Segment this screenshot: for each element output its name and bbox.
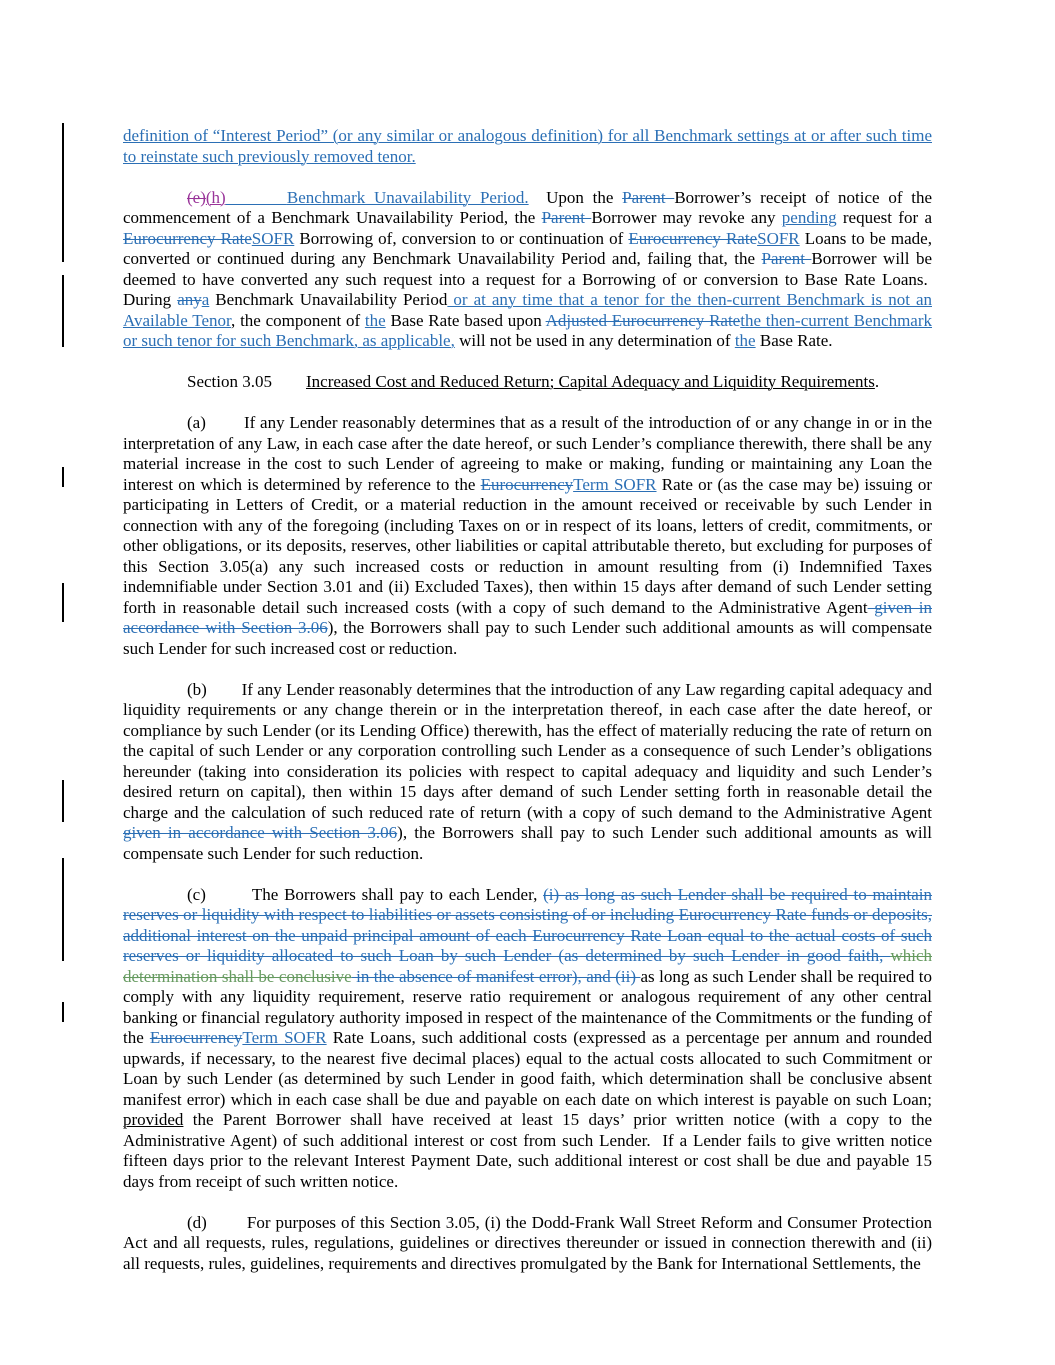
text-run-ins: SOFR: [251, 228, 295, 248]
text-run-ins: definition of “Interest Period” (or any similar or analogous definition) for all Benchmark settings at or after such time to reinstate such previously removed tenor.: [123, 126, 932, 166]
text-run-del: Eurocurrency Rate: [628, 228, 758, 248]
text-run: Borrowing of, conversion to or continuation of: [294, 228, 629, 248]
paragraph-c: [123, 885, 932, 1193]
section-3-05-heading: [123, 372, 932, 393]
text-run: the Parent Borrower shall have received at least 15 days’ prior written notice (with a copy to the Administrative Agent) of such additional interest or cost from such Lender. If a Lender fails to give written notice fifteen days prior to the relevant Interest Payment Date, such additional interest or cost shall be due and payable 15 days from receipt of such written notice.: [123, 1110, 932, 1191]
text-run-ins: the then-current Benchmark or such tenor for such Benchmark, as applicable,: [123, 310, 933, 350]
text-run: Upon the: [528, 187, 623, 207]
text-run: (b): [187, 679, 207, 699]
paragraph-b: [123, 680, 932, 865]
text-run: [206, 885, 252, 904]
text-run-ins: Term SOFR: [242, 1028, 327, 1047]
text-run: Rate Loans, such additional costs (expressed as a percentage per annum and rounded upwards, if necessary, to the nearest five decimal places) equal to the actual costs allocated to such Commitment or Loan by such Lender (as determined by such Lender in good faith, which determination shall be conclusive absent manifest error) which in each case shall be due and payable on each date on which interest is payable on such Loan;: [123, 1028, 932, 1109]
text-run-del: Eurocurrency: [480, 474, 574, 494]
text-run-del: Adjusted Eurocurrency Rate: [545, 310, 741, 330]
text-run: request for a: [836, 208, 932, 227]
text-run-ins: Benchmark Unavailability Period.: [286, 187, 529, 207]
text-run-u: Increased Cost and Reduced Return; Capital Adequacy and Liquidity Requirements: [306, 372, 875, 391]
text-run-del: given in accordance with Section 3.06: [123, 823, 398, 842]
text-run-del: Eurocurrency Rate: [123, 228, 252, 248]
text-run-del-green: which determination shall be conclusive: [123, 946, 932, 986]
text-run-ins-purple: (h): [205, 187, 226, 207]
paragraph-continuation: [123, 126, 932, 167]
text-run: For purposes of this Section 3.05, (i) the Dodd-Frank Wall Street Reform and Consumer Protection Act and all requests, rules, regulations, guidelines or directives thereunder or issued in connection therewith and (ii) all requests, rules, guidelines, requirements and directives promulgated by the Bank for International Settlements, the: [123, 1212, 932, 1273]
document-content: [123, 126, 932, 1295]
text-run-del: Parent: [622, 187, 675, 207]
change-bar: [62, 275, 64, 347]
text-run-del: (i) as long as such Lender shall be required to maintain reserves or liquidity with respect to liabilities or assets consisting of or including Eurocurrency Rate funds or deposits, additional interest on the unpaid principal amount of each Eurocurrency Rate Loan equal to the actual costs of such reserves or liquidity allocated to such Loan by such Lender (as determined by such Lender in good faith,: [123, 884, 933, 965]
text-run-del: given in accordance with Section 3.06: [123, 597, 932, 637]
text-run: Borrower may revoke any: [591, 208, 782, 227]
text-run: [207, 1213, 247, 1232]
text-run: (c): [187, 884, 206, 904]
paragraph-d: [123, 1213, 932, 1275]
text-run: Borrower’s receipt of notice of the commencement of a Benchmark Unavailability Period, the: [123, 187, 932, 227]
text-run-del: Parent: [541, 208, 592, 227]
text-run: (a): [187, 413, 206, 432]
text-run: .: [874, 372, 880, 391]
text-run: as long as such Lender shall be required to comply with any liquidity requirement, reserve ratio requirement or analogous requirement of any other central banking or financial regulatory authority imposed in respect of the maintenance of the Commitments or the funding of the: [123, 966, 933, 1047]
change-bar: [62, 858, 64, 961]
text-run: , the component of: [231, 310, 365, 330]
text-run: Borrower will be deemed to have converted any such request into a request for a Borrowing of or conversion to Base Rate Loans. During: [123, 249, 933, 309]
text-run-ins: a: [201, 290, 210, 309]
change-bar: [62, 780, 64, 822]
text-run: Base Rate.: [755, 331, 833, 350]
change-bar: [62, 467, 64, 487]
text-run-ins: Term SOFR: [573, 474, 657, 494]
text-run-ins: the: [734, 331, 756, 350]
text-run-u: provided: [123, 1110, 184, 1129]
text-run: Rate or (as the case may be) issuing or participating in Letters of Credit, or a material reduction in the amount received or receivable by such Lender in connection with any of the foregoing (including Taxes on or in respect of its loans, letters of credit, commitments, or other obligations, or its deposits, reserves, other liabilities or capital attributable thereto, but excluding for purposes of this Section 3.05(a) any such increased costs or reduction in amount resulting from (i) Indemnified Taxes indemnifiable under Section 3.01 and (ii) Excluded Taxes), then within 15 days after demand of such Lender setting forth in reasonable detail such increased costs (with a copy of such demand to the Administrative Agent: [123, 474, 932, 617]
change-bar: [62, 1002, 64, 1022]
text-run-ins: or at any time that a tenor for the then-current Benchmark is not an Available Tenor: [123, 290, 932, 330]
paragraph-h-benchmark-unavailability-period: [123, 188, 932, 352]
text-run: If any Lender reasonably determines that the introduction of any Law regarding capital adequacy and liquidity requirements or any change therein or in the interpretation thereof, in each case after the date hereof, or compliance by such Lender (or its Lending Office) therewith, has the effect of materially reducing the rate of return on the capital of such Lender or any corporation controlling such Lender as a consequence of such Lender’s obligations hereunder (taking into consideration its policies with respect to capital adequacy and liquidity and such Lender’s desired return on capital), then within 15 days after demand of such Lender setting forth in reasonable detail the charge and the calculation of such reduced rate of return (with a copy of such demand to the Administrative Agent: [123, 679, 932, 822]
change-bar: [62, 583, 64, 622]
text-run-del-purple: (e): [187, 187, 206, 207]
text-run: Section 3.05: [187, 372, 272, 391]
text-run: [272, 372, 306, 391]
text-run: ), the Borrowers shall pay to such Lender such additional amounts as will compensate such Lender for such increased cost or reduction.: [123, 618, 932, 658]
text-run-del: Parent: [761, 249, 812, 268]
text-run: The Borrowers shall pay to each Lender,: [251, 884, 544, 904]
text-run: If any Lender reasonably determines that as a result of the introduction of or any change in or in the interpretation of any Law, in each case after the date hereof, or such Lender’s compliance therewith, there shall be any material increase in the cost to such Lender of agreeing to make or making, funding or maintaining any Loan the interest on which is determined by reference to the: [123, 413, 933, 494]
text-run: Loans to be made, converted or continued during any Benchmark Unavailability Period and, failing that, the: [123, 228, 932, 268]
change-bar: [62, 123, 64, 262]
text-run: Base Rate based upon: [385, 310, 546, 330]
text-run-ins: pending: [781, 208, 837, 227]
text-run-ins: [226, 188, 287, 207]
text-run-del: any: [177, 290, 202, 309]
text-run: [207, 680, 242, 699]
text-run: (d): [187, 1212, 207, 1232]
text-run-ins: SOFR: [757, 228, 800, 248]
paragraph-a: [123, 413, 932, 659]
text-run-ins: the: [364, 310, 386, 330]
text-run-del: Eurocurrency: [149, 1028, 243, 1047]
text-run: will not be used in any determination of: [454, 331, 735, 350]
text-run: ), the Borrowers shall pay to such Lender such additional amounts as will compensate such Lender for such reduction.: [123, 823, 932, 863]
text-run: [206, 413, 244, 432]
text-run-del: in the absence of manifest error), and (ii): [351, 966, 641, 986]
text-run: Benchmark Unavailability Period: [209, 290, 448, 309]
